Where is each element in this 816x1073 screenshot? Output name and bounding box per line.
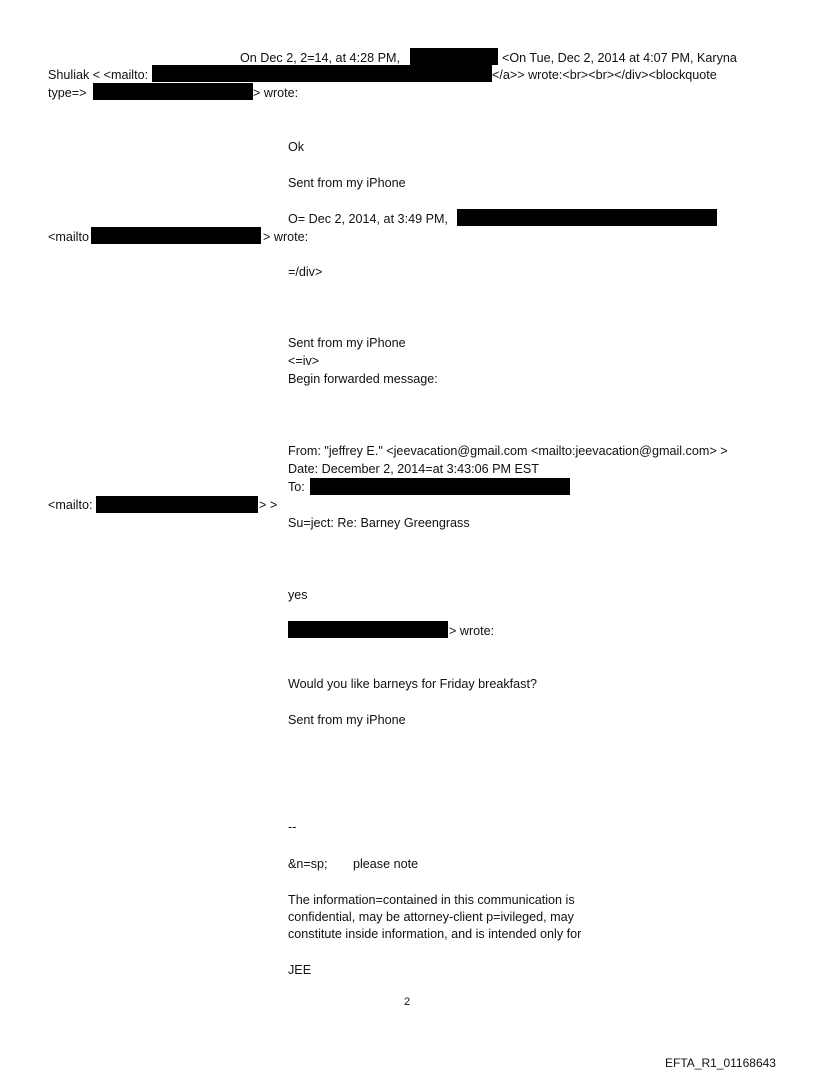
mailto-line-2: <mailto: (48, 498, 93, 512)
subject-line: Su=ject: Re: Barney Greengrass (288, 516, 470, 530)
page-number: 2 (404, 996, 411, 1008)
jee-text: JEE (288, 963, 312, 977)
please-note-text: please note (353, 857, 419, 871)
redaction-bar (410, 48, 498, 65)
sent-from-iphone-3: Sent from my iPhone (288, 713, 406, 727)
yes-text: yes (288, 588, 308, 602)
info-line-2: confidential, may be attorney-client p=ivileged, may (288, 910, 574, 924)
ok-text: Ok (288, 140, 305, 154)
iv-text: <=iv> (288, 354, 320, 368)
mailto-line-1-wrote: > wrote: (263, 230, 309, 244)
redaction-bar (91, 227, 261, 244)
redaction-bar (152, 65, 492, 82)
sent-from-iphone-1: Sent from my iPhone (288, 176, 406, 190)
header-line3-post: > wrote: (253, 86, 299, 100)
on-date-line: O= Dec 2, 2014, at 3:49 PM, (288, 212, 448, 226)
header-line1-pre: On Dec 2, 2=14, at 4:28 PM, (240, 51, 400, 65)
redaction-bar (288, 621, 448, 638)
header-line3-pre: type=> (48, 86, 87, 100)
to-line: To: (288, 480, 305, 494)
header-line1-post: <On Tue, Dec 2, 2014 at 4:07 PM, Karyna (502, 51, 737, 65)
redaction-bar (96, 496, 258, 513)
mailto-line-1: <mailto (48, 230, 89, 244)
signature-dashes: -- (288, 820, 297, 834)
header-line2-post: </a>> wrote:<br><br></div><blockquote (492, 68, 717, 82)
begin-forwarded-message: Begin forwarded message: (288, 372, 438, 386)
document-id: EFTA_R1_01168643 (665, 1056, 776, 1070)
redaction-bar (93, 83, 253, 100)
header-line2-pre: Shuliak < <mailto: (48, 68, 149, 82)
nbsp-text: &n=sp; (288, 857, 328, 871)
info-line-1: The information=contained in this communication is (288, 893, 575, 907)
from-line: From: "jeffrey E." <jeevacation@gmail.com <mailto:jeevacation@gmail.com> > (288, 444, 728, 458)
mailto-line-2-close: > > (259, 498, 278, 512)
redaction-bar (457, 209, 717, 226)
date-line: Date: December 2, 2014=at 3:43:06 PM EST (288, 462, 539, 476)
sent-from-iphone-2: Sent from my iPhone (288, 336, 406, 350)
div-close-text: =/div> (288, 265, 323, 279)
info-line-3: constitute inside information, and is intended only for (288, 927, 582, 941)
breakfast-question: Would you like barneys for Friday breakfast? (288, 677, 537, 691)
wrote-text: > wrote: (449, 624, 495, 638)
redaction-bar (310, 478, 570, 495)
